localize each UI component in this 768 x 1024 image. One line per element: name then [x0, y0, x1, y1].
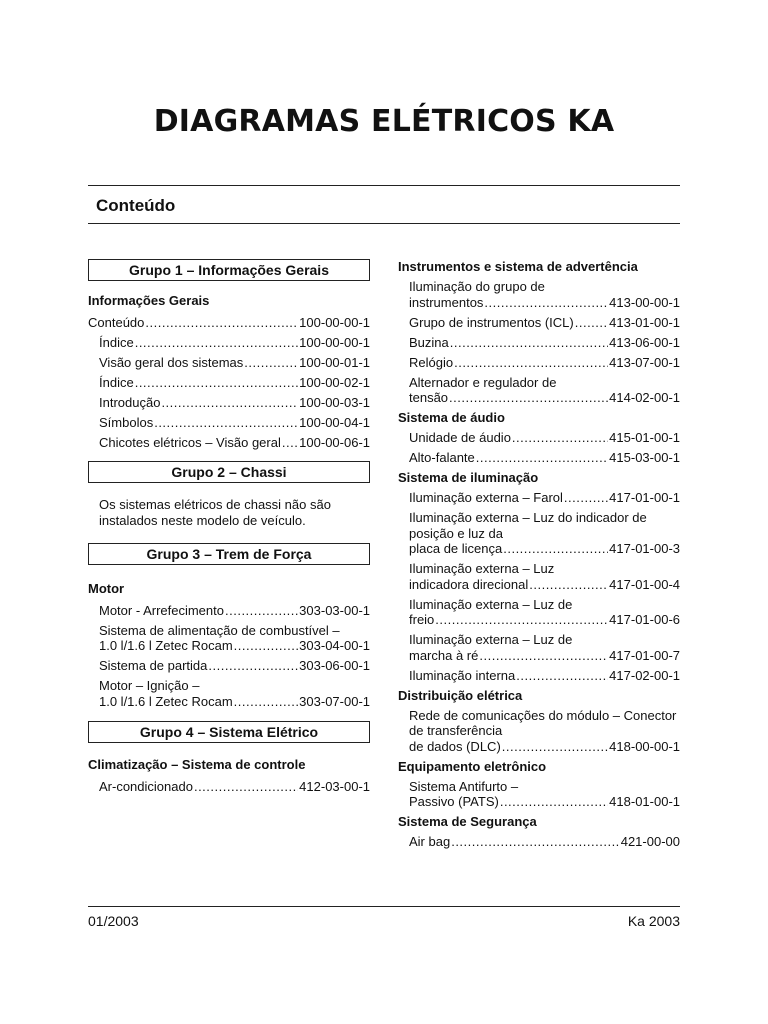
toc-entry [398, 355, 680, 371]
toc-dot-leader [476, 450, 608, 466]
toc-entry [398, 335, 680, 351]
toc-entry [88, 603, 370, 619]
toc-dot-leader [479, 648, 608, 664]
toc-entry [398, 834, 680, 850]
group-2-header: Grupo 2 – Chassi [88, 461, 370, 483]
toc-entry [88, 435, 370, 451]
toc-entry [398, 375, 680, 406]
section-heading: Sistema de iluminação [398, 470, 539, 485]
toc-entry-title: Índice [99, 335, 134, 350]
toc-entry-code: 413-00-00-1 [609, 294, 680, 310]
toc-entry [398, 450, 680, 466]
toc-entry-prefix: Sistema Antifurto – [409, 778, 519, 794]
section-heading: Instrumentos e sistema de advertência [398, 259, 638, 274]
toc-entry-code: 415-01-00-1 [609, 430, 680, 445]
toc-dot-leader [234, 694, 299, 710]
toc-entry-title: Chicotes elétricos – Visão geral [99, 435, 281, 450]
toc-dot-leader [135, 375, 298, 391]
section-heading: Sistema de Segurança [398, 814, 537, 829]
toc-entry-title: Iluminação interna [409, 667, 516, 683]
toc-entry-prefix: Iluminação do grupo de [409, 279, 545, 294]
right-column [398, 259, 680, 854]
toc-entry-prefix: Iluminação externa – Luz do indicador de posição e luz da [409, 510, 647, 541]
toc-entry-code: 303-04-00-1 [299, 638, 370, 653]
toc-entry [88, 623, 370, 654]
toc-entry-code: 418-00-00-1 [609, 738, 680, 754]
toc-dot-leader [135, 335, 298, 351]
contents-heading: Conteúdo [96, 196, 176, 215]
group-2-note: Os sistemas elétricos de chassi não são instalados neste modelo de veículo. [99, 496, 331, 528]
group-1-list [88, 315, 370, 451]
toc-entry [88, 395, 370, 411]
toc-entry [398, 779, 680, 810]
toc-dot-leader [161, 395, 298, 411]
section-heading: Sistema de áudio [398, 410, 505, 425]
toc-entry-title: Passivo (PATS) [409, 794, 499, 809]
toc-entry-title: Motor - Arrefecimento [99, 602, 224, 618]
page-title: DIAGRAMAS ELÉTRICOS KA [153, 104, 615, 139]
toc-entry-title: indicadora direcional [409, 576, 529, 592]
toc-entry-title: 1.0 l/1.6 l Zetec Rocam [99, 638, 233, 653]
toc-entry-code: 417-02-00-1 [609, 667, 680, 683]
section-heading: Informações Gerais [88, 293, 210, 308]
toc-entry-code: 412-03-00-1 [299, 779, 370, 794]
toc-dot-leader [194, 779, 298, 795]
toc-dot-leader [503, 541, 608, 557]
toc-dot-leader [502, 739, 608, 755]
toc-entry [398, 632, 680, 663]
toc-entry-title: Air bag [409, 834, 451, 849]
toc-entry-title: Grupo de instrumentos (ICL) [409, 314, 574, 330]
toc-entry-title: Sistema de partida [99, 658, 208, 673]
toc-dot-leader [282, 435, 298, 451]
toc-entry-title: Símbolos [99, 415, 154, 430]
footer-date: 01/2003 [88, 913, 139, 929]
toc-entry [398, 430, 680, 446]
toc-entry-title: instrumentos [409, 294, 484, 310]
toc-dot-leader [512, 430, 608, 446]
toc-entry-code: 413-06-00-1 [609, 334, 680, 350]
section-heading: Climatização – Sistema de controle [88, 757, 306, 772]
toc-dot-leader [234, 638, 299, 654]
toc-entry [398, 561, 680, 592]
toc-entry-code: 417-01-00-6 [609, 612, 680, 627]
toc-entry [88, 779, 370, 795]
toc-entry-prefix: Rede de comunicações do módulo – Conector de transferência [409, 707, 677, 738]
toc-dot-leader [450, 335, 608, 351]
toc-entry [398, 708, 680, 755]
toc-dot-leader [484, 295, 608, 311]
toc-dot-leader [208, 658, 298, 674]
toc-entry [398, 510, 680, 557]
toc-entry-code: 417-01-00-1 [609, 490, 680, 505]
toc-entry-title: freio [409, 612, 435, 627]
toc-entry-code: 417-01-00-7 [609, 647, 680, 663]
toc-entry-title: Índice [99, 375, 134, 390]
toc-entry-prefix: Alternador e regulador de [409, 374, 557, 390]
top-divider [88, 185, 680, 186]
toc-entry [88, 375, 370, 391]
toc-dot-leader [449, 390, 608, 406]
toc-dot-leader [500, 794, 608, 810]
toc-entry [88, 415, 370, 431]
toc-entry-title: Relógio [409, 354, 454, 370]
toc-entry-title: tensão [409, 390, 449, 405]
section-heading: Distribuição elétrica [398, 687, 523, 703]
toc-entry-prefix: Iluminação externa – Luz de [409, 632, 573, 647]
toc-dot-leader [454, 355, 608, 371]
toc-dot-leader [225, 603, 298, 619]
toc-entry-code: 100-00-00-1 [299, 315, 370, 330]
toc-entry-code: 415-03-00-1 [609, 450, 680, 465]
toc-entry [88, 658, 370, 674]
toc-dot-leader [451, 834, 620, 850]
right-sections [398, 259, 680, 850]
group-3-list [88, 603, 370, 710]
toc-entry-code: 100-00-04-1 [299, 415, 370, 430]
toc-entry-title: 1.0 l/1.6 l Zetec Rocam [99, 693, 233, 709]
toc-entry-title: marcha à ré [409, 647, 479, 663]
toc-dot-leader [244, 355, 298, 371]
toc-entry-prefix: Iluminação externa – Luz [409, 561, 555, 576]
toc-entry-title: Conteúdo [88, 315, 145, 330]
toc-entry [88, 678, 370, 709]
toc-dot-leader [516, 668, 608, 684]
toc-entry-title: Ar-condicionado [99, 779, 193, 794]
footer-model: Ka 2003 [627, 913, 680, 929]
toc-dot-leader [154, 415, 298, 431]
footer-divider [88, 906, 680, 907]
toc-entry [88, 355, 370, 371]
section-heading: Equipamento eletrônico [398, 758, 547, 774]
toc-entry-code: 100-00-02-1 [299, 375, 370, 390]
toc-entry [398, 279, 680, 310]
toc-entry-prefix: Sistema de alimentação de combustível – [99, 622, 340, 638]
toc-entry [398, 490, 680, 506]
toc-entry-prefix: Motor – Ignição – [99, 678, 200, 693]
toc-entry-code: 100-00-01-1 [299, 355, 370, 370]
toc-entry [398, 597, 680, 628]
toc-entry-code: 100-00-00-1 [299, 335, 370, 350]
toc-entry-code: 100-00-03-1 [299, 395, 370, 410]
toc-entry-code: 100-00-06-1 [299, 435, 370, 450]
toc-entry-code: 413-07-00-1 [609, 354, 680, 370]
toc-entry-title: de dados (DLC) [409, 738, 501, 754]
toc-dot-leader [575, 315, 608, 331]
toc-entry-title: Visão geral dos sistemas [99, 355, 244, 370]
toc-entry-title: Buzina [409, 334, 449, 350]
toc-entry [88, 335, 370, 351]
toc-entry-code: 303-06-00-1 [299, 658, 370, 673]
left-column [88, 259, 370, 799]
toc-entry-code: 418-01-00-1 [609, 794, 680, 809]
toc-entry-title: Iluminação externa – Farol [409, 490, 563, 505]
toc-entry-title: Alto-falante [409, 450, 475, 465]
toc-entry-code: 414-02-00-1 [609, 390, 680, 405]
toc-entry-code: 413-01-00-1 [609, 314, 680, 330]
toc-entry-title: placa de licença [409, 541, 503, 556]
group-4-header: Grupo 4 – Sistema Elétrico [88, 721, 370, 743]
contents-divider [88, 223, 680, 224]
toc-entry-title: Unidade de áudio [409, 430, 511, 445]
toc-entry-title: Introdução [99, 395, 161, 410]
toc-entry-prefix: Iluminação externa – Luz de [409, 596, 573, 612]
toc-entry-code: 421-00-00 [620, 834, 680, 849]
toc-entry-code: 303-03-00-1 [299, 602, 370, 618]
group-3-header: Grupo 3 – Trem de Força [88, 543, 370, 565]
toc-entry-code: 303-07-00-1 [299, 693, 370, 709]
toc-dot-leader [529, 577, 608, 593]
section-heading: Motor [88, 580, 125, 596]
toc-dot-leader [435, 612, 608, 628]
toc-entry [398, 315, 680, 331]
group-1-header: Grupo 1 – Informações Gerais [88, 259, 370, 281]
group-4-list [88, 779, 370, 795]
toc-entry-code: 417-01-00-3 [609, 541, 680, 556]
toc-dot-leader [564, 490, 608, 506]
toc-entry-code: 417-01-00-4 [609, 576, 680, 592]
toc-dot-leader [145, 315, 298, 331]
toc-entry [398, 668, 680, 684]
toc-entry [88, 315, 370, 331]
